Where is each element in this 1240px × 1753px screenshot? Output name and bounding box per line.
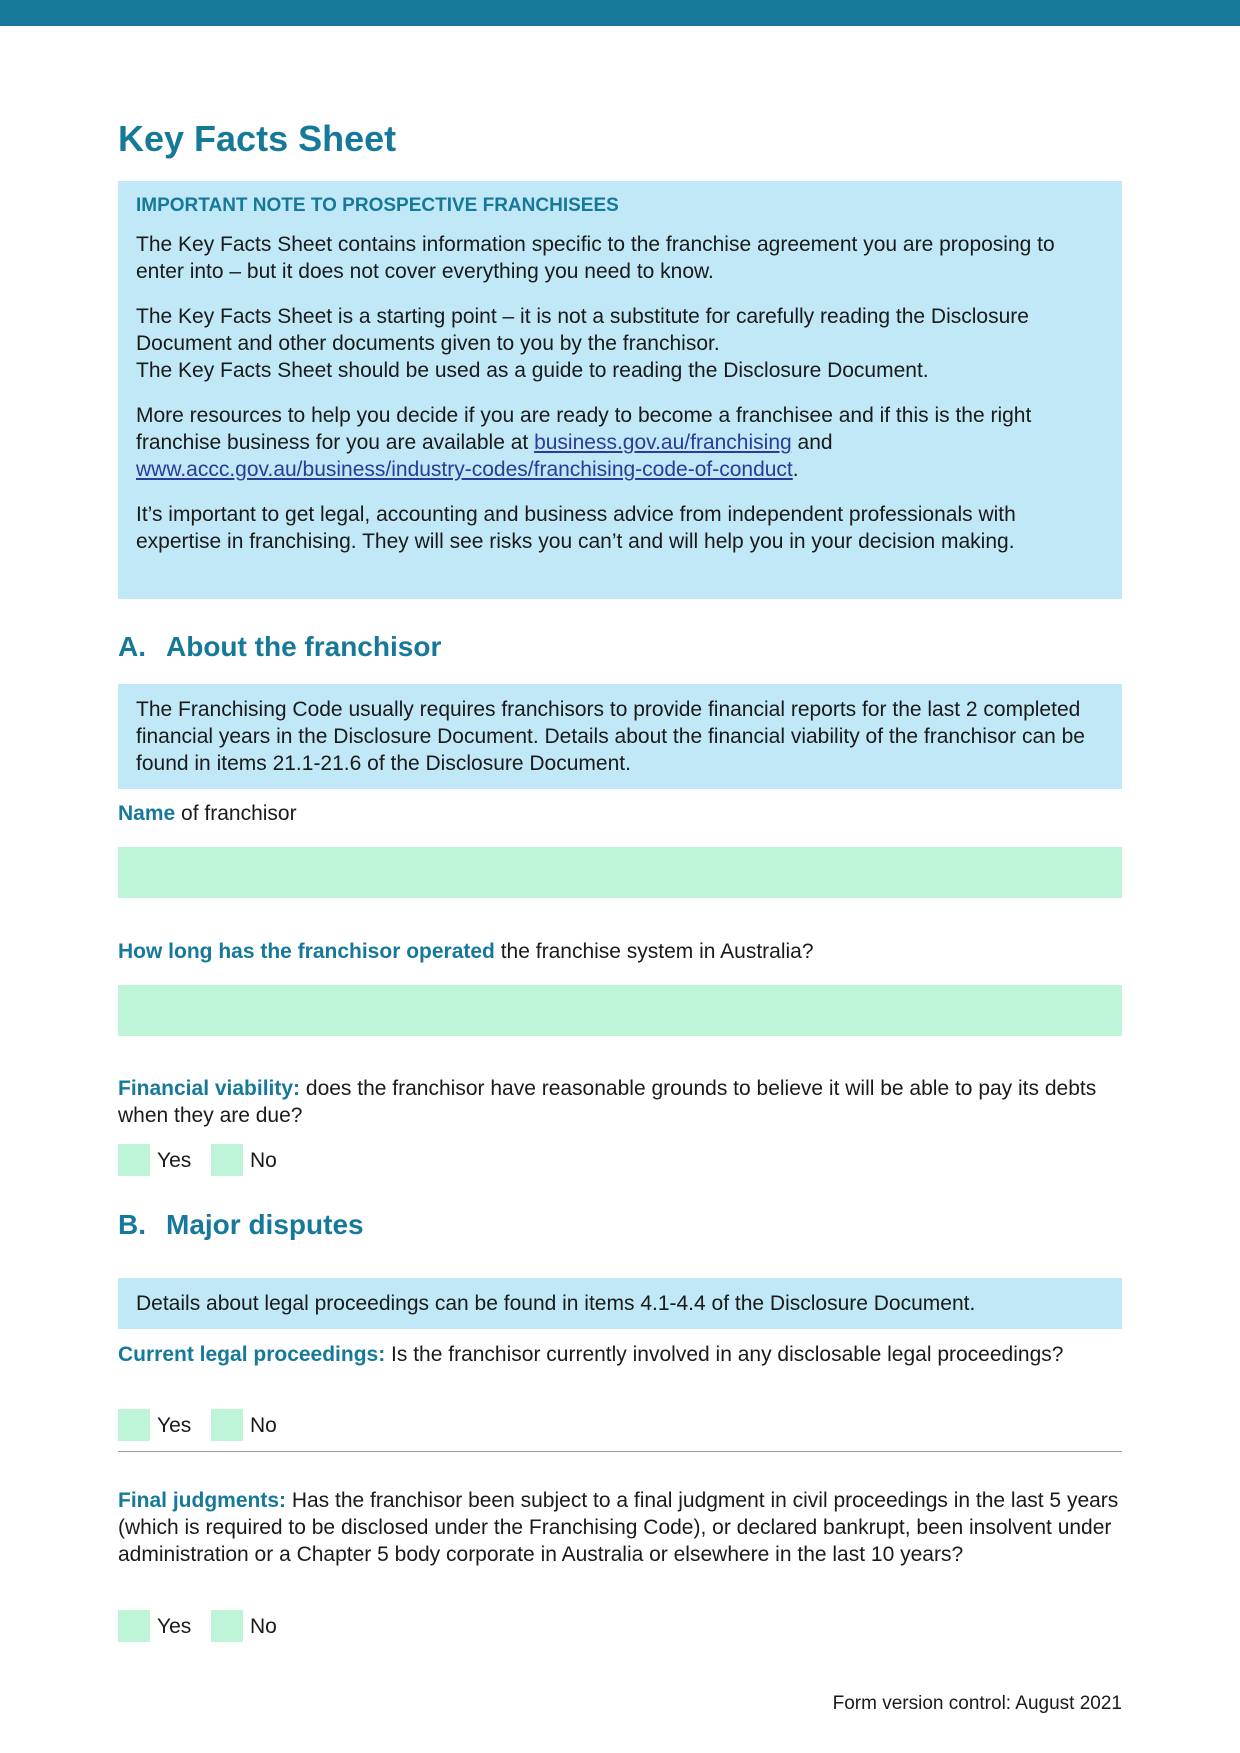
operated-duration-question	[118, 938, 1122, 965]
note-paragraph-3	[136, 402, 1104, 483]
section-a-letter: A.	[118, 631, 146, 662]
yes-checkbox[interactable]	[118, 1144, 150, 1176]
franchisor-name-question	[118, 800, 1122, 827]
and-text: and	[797, 431, 833, 454]
resources-text: More resources to help you decide if you are ready to become a franchisee and if this is the right franchise business for you are available at	[136, 404, 1032, 454]
financial-viability-label: Financial viability:	[118, 1077, 301, 1100]
section-a-title	[118, 631, 441, 663]
financial-viability-text: does the franchisor have reasonable grounds to believe it will be able to pay its debts when they are due?	[118, 1077, 1097, 1127]
current-proceedings-question	[118, 1341, 1122, 1368]
section-b-title	[118, 1209, 364, 1241]
operated-duration-label: How long has the franchisor operated	[118, 940, 495, 963]
note-paragraph-2b: The Key Facts Sheet should be used as a guide to reading the Disclosure Document.	[136, 359, 929, 382]
section-b-info-box: Details about legal proceedings can be found in items 4.1-4.4 of the Disclosure Document.	[118, 1278, 1122, 1329]
page-title: Key Facts Sheet	[118, 118, 397, 159]
divider-line	[118, 1451, 1122, 1452]
note-paragraph-2	[136, 303, 1104, 384]
period-text: .	[792, 458, 799, 481]
no-checkbox[interactable]	[211, 1610, 243, 1642]
operated-duration-text: the franchise system in Australia?	[494, 940, 814, 963]
yes-checkbox[interactable]	[118, 1610, 150, 1642]
section-b-letter: B.	[118, 1209, 146, 1240]
business-gov-link[interactable]: business.gov.au/franchising	[534, 431, 792, 454]
accc-code-link[interactable]: www.accc.gov.au/business/industry-codes/franchising-code-of-conduct	[136, 458, 793, 481]
yes-checkbox[interactable]	[118, 1409, 150, 1441]
note-paragraph-4: It’s important to get legal, accounting and business advice from independent professionals with expertise in franchising. They will see risks you can’t and will help you in your decision making.	[136, 503, 1016, 553]
final-judgments-label: Final judgments:	[118, 1489, 286, 1512]
yes-label: Yes	[157, 1414, 192, 1437]
franchisor-name-text: of franchisor	[175, 802, 297, 825]
section-b-title-text: Major disputes	[166, 1209, 364, 1240]
operated-duration-field[interactable]	[118, 985, 1122, 1036]
no-label: No	[250, 1414, 277, 1437]
final-judgments-text: Has the franchisor been subject to a final judgment in civil proceedings in the last 5 years (which is required to be disclosed under the Franchising Code), or declared bankrupt, been insolvent under administration or a Chapter 5 body corporate in Australia or elsewhere in the last 10 years?	[118, 1489, 1119, 1566]
franchisor-name-field[interactable]	[118, 847, 1122, 898]
no-label: No	[250, 1615, 277, 1638]
note-paragraph-1: The Key Facts Sheet contains information specific to the franchise agreement you are proposing to enter into – but it does not cover everything you need to know.	[136, 233, 1055, 283]
current-proceedings-label: Current legal proceedings:	[118, 1343, 386, 1366]
financial-viability-question	[118, 1075, 1122, 1129]
current-proceedings-text: Is the franchisor currently involved in any disclosable legal proceedings?	[385, 1343, 1064, 1366]
final-judgments-question	[118, 1487, 1122, 1568]
yes-label: Yes	[157, 1149, 192, 1172]
note-heading: IMPORTANT NOTE TO PROSPECTIVE FRANCHISEES	[136, 195, 619, 216]
yes-label: Yes	[157, 1615, 192, 1638]
top-accent-bar	[0, 0, 1240, 26]
no-label: No	[250, 1149, 277, 1172]
franchisor-name-label: Name	[118, 802, 176, 825]
no-checkbox[interactable]	[211, 1144, 243, 1176]
important-note-box	[118, 181, 1122, 599]
form-version-footer: Form version control: August 2021	[832, 1693, 1122, 1714]
section-a-info-box: The Franchising Code usually requires franchisors to provide financial reports for the last 2 completed financial years in the Disclosure Document. Details about the financial viability of the franchisor can be found in items 21.1-21.6 of the Disclosure Document.	[118, 684, 1122, 789]
no-checkbox[interactable]	[211, 1409, 243, 1441]
note-paragraph-2a: The Key Facts Sheet is a starting point – it is not a substitute for carefully reading the Disclosure Document and other documents given to you by the franchisor.	[136, 305, 1029, 355]
section-a-title-text: About the franchisor	[166, 631, 442, 662]
